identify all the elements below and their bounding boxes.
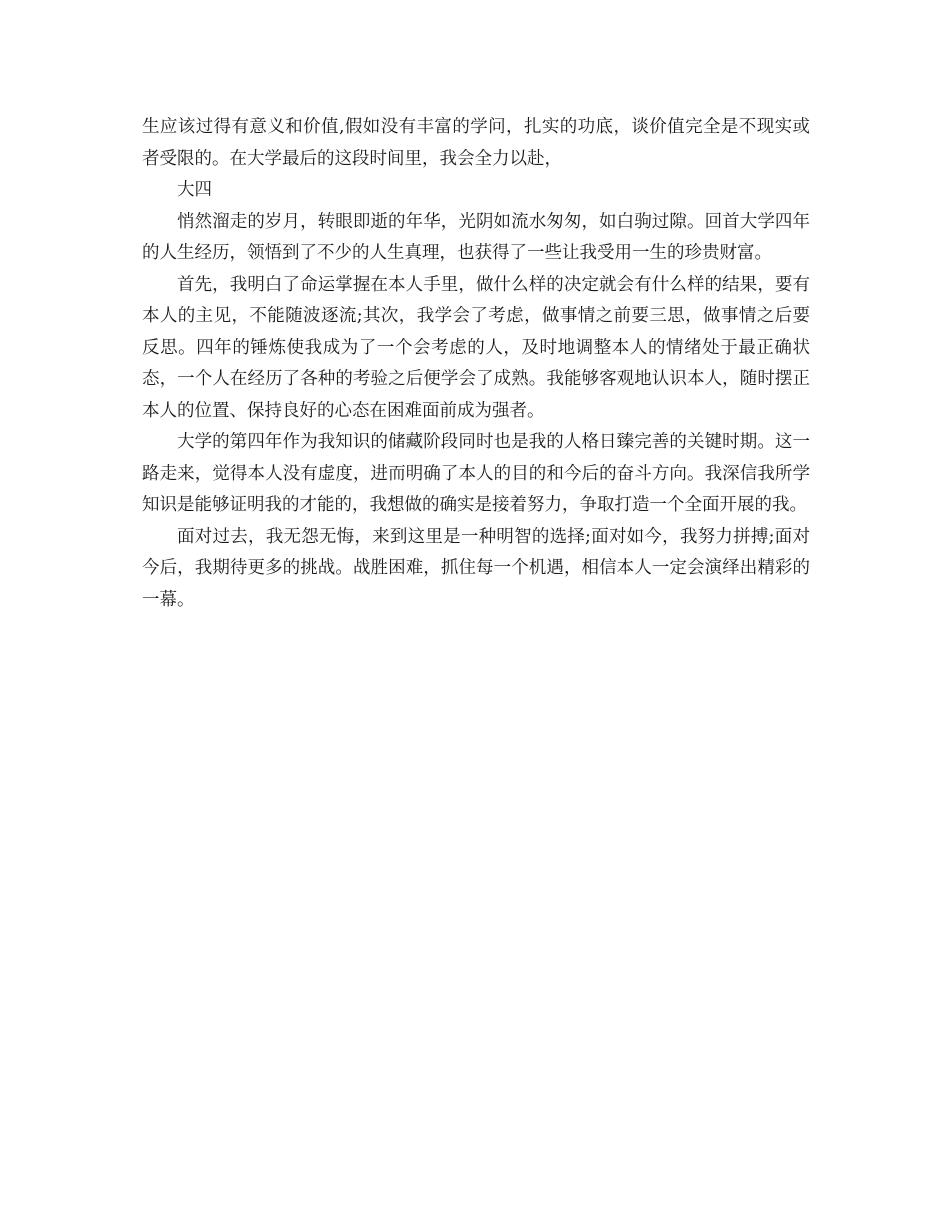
paragraph: 面对过去，我无怨无悔，来到这里是一种明智的选择;面对如今，我努力拼搏;面对今后，我期待更多的挑战。战胜困难，抓住每一个机遇，相信本人一定会演绎出精彩的一幕。 <box>142 526 810 610</box>
document-body <box>142 112 810 616</box>
paragraph-continuation: 生应该过得有意义和价值,假如没有丰富的学问，扎实的功底，谈价值完全是不现实或者受限的。在大学最后的这段时间里，我会全力以赴， <box>142 117 810 169</box>
paragraph: 大学的第四年作为我知识的储藏阶段同时也是我的人格日臻完善的关键时期。这一路走来，觉得本人没有虚度，进而明确了本人的目的和今后的奋斗方向。我深信我所学知识是能够证明我的才能的，我想做的确实是接着努力，争取打造一个全面开展的我。 <box>142 432 810 515</box>
section-heading: 大四 <box>177 180 212 200</box>
paragraph: 首先，我明白了命运掌握在本人手里，做什么样的决定就会有什么样的结果，要有本人的主见，不能随波逐流;其次，我学会了考虑，做事情之前要三思，做事情之后要反思。四年的锤炼使我成为了一个会考虑的人，及时地调整本人的情绪处于最正确状态，一个人在经历了各种的考验之后便学会了成熟。我能够客观地认识本人，随时摆正本人的位置、保持良好的心态在困难面前成为强者。 <box>142 274 810 421</box>
paragraph: 悄然溜走的岁月，转眼即逝的年华，光阴如流水匆匆，如白驹过隙。回首大学四年的人生经历，领悟到了不少的人生真理，也获得了一些让我受用一生的珍贵财富。 <box>142 211 810 263</box>
